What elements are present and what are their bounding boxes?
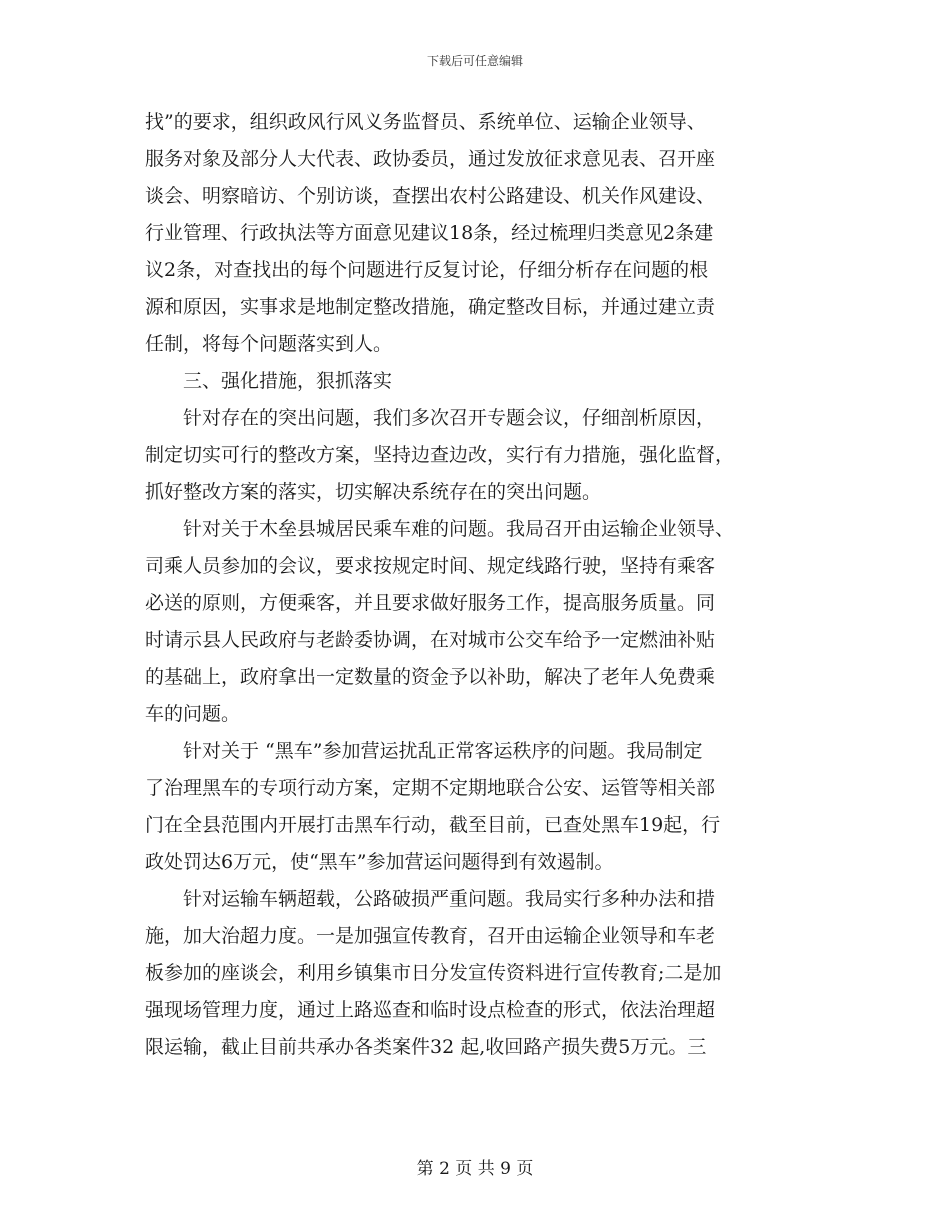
section-heading: 三、强化措施，狠抓落实 — [183, 370, 393, 392]
paragraph-line: 强现场管理力度，通过上路巡查和临时设点检查的形式，依法治理超 — [145, 999, 716, 1021]
paragraph-line: 行业管理、行政执法等方面意见建议18条，经过梳理归类意见2条建 — [145, 222, 714, 244]
paragraph-line: 任制，将每个问题落实到人。 — [145, 333, 393, 355]
paragraph-line: 施，加大治超力度。一是加强宣传教育，召开由运输企业领导和车老 — [145, 925, 716, 947]
paragraph-line: 车的问题。 — [145, 703, 241, 725]
paragraph-line: 谈会、明察暗访、个别访谈，查摆出农村公路建设、机关作风建设、 — [145, 185, 716, 207]
paragraph-line: 针对存在的突出问题，我们多次召开专题会议，仔细剖析原因， — [183, 407, 716, 429]
paragraph-line: 源和原因，实事求是地制定整改措施，确定整改目标，并通过建立责 — [145, 296, 716, 318]
paragraph-line: 时请示县人民政府与老龄委协调，在对城市公交车给予一定燃油补贴 — [145, 629, 716, 651]
paragraph-line: 针对关于木垒县城居民乘车难的问题。我局召开由运输企业领导、 — [183, 518, 735, 540]
paragraph-line: 议2条，对查找出的每个问题进行反复讨论，仔细分析存在问题的根 — [145, 259, 709, 281]
page-number: 第 2 页 共 9 页 — [416, 1159, 534, 1179]
paragraph-line: 找”的要求，组织政风行风义务监督员、系统单位、运输企业领导、 — [145, 111, 706, 133]
paragraph-line: 针对关于 “黑车”参加营运扰乱正常客运秩序的问题。我局制定 — [183, 740, 703, 762]
paragraph-line: 司乘人员参加的会议，要求按规定时间、规定线路行驶，坚持有乘客 — [145, 555, 716, 577]
paragraph-line: 板参加的座谈会，利用乡镇集市日分发宣传资料进行宣传教育;二是加 — [145, 962, 722, 984]
paragraph-line: 了治理黑车的专项行动方案，定期不定期地联合公安、运管等相关部 — [145, 777, 716, 799]
paragraph-line: 政处罚达6万元，使“黑车”参加营运问题得到有效遏制。 — [145, 851, 614, 873]
paragraph-line: 门在全县范围内开展打击黑车行动，截至目前，已查处黑车19起，行 — [145, 814, 721, 836]
document-body — [145, 104, 810, 1066]
paragraph-line: 针对运输车辆超载，公路破损严重问题。我局实行多种办法和措 — [183, 888, 716, 910]
paragraph-line: 制定切实可行的整改方案，坚持边查边改，实行有力措施，强化监督， — [145, 444, 735, 466]
paragraph-line: 必送的原则，方便乘客，并且要求做好服务工作，提高服务质量。同 — [145, 592, 716, 614]
paragraph-line: 抓好整改方案的落实，切实解决系统存在的突出问题。 — [145, 481, 602, 503]
paragraph-line: 的基础上，政府拿出一定数量的资金予以补助，解决了老年人免费乘 — [145, 666, 716, 688]
page-header-note: 下载后可任意编辑 — [426, 54, 523, 68]
paragraph-line: 服务对象及部分人大代表、政协委员，通过发放征求意见表、召开座 — [145, 148, 716, 170]
paragraph-line: 限运输，截止目前共承办各类案件32 起,收回路产损失费5万元。三 — [145, 1036, 707, 1058]
